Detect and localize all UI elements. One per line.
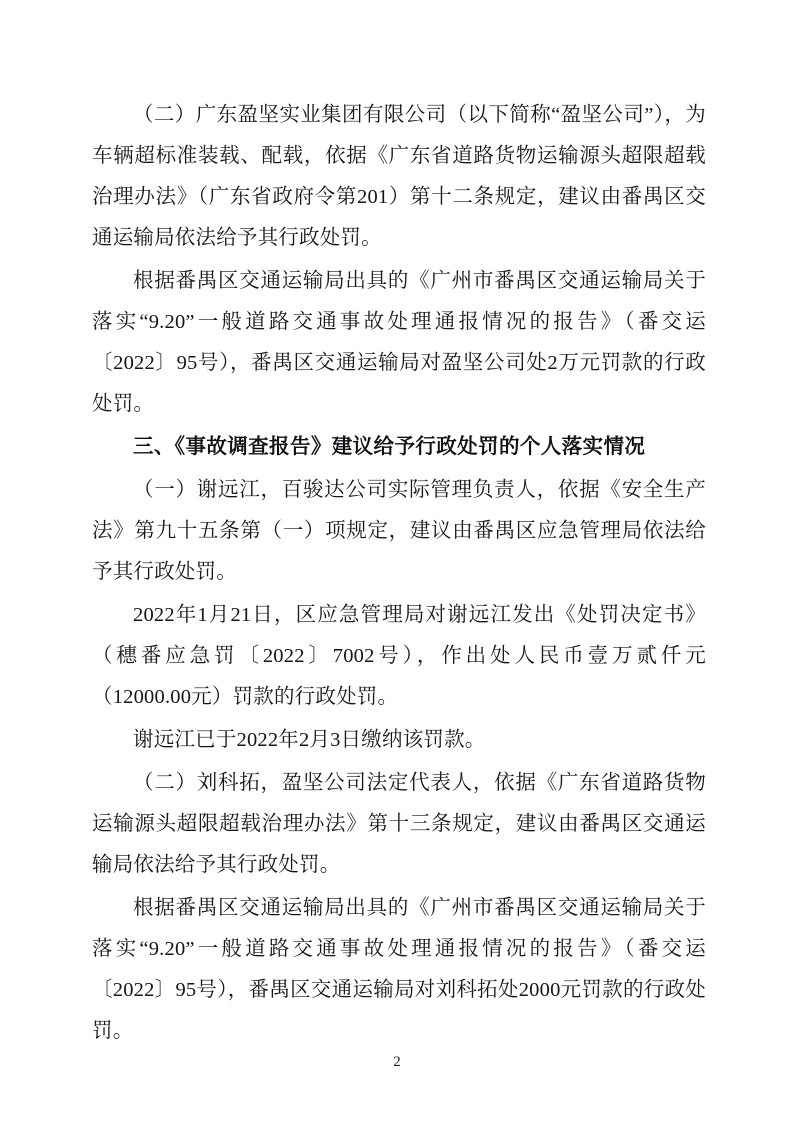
paragraph-person-xieyuanjiang-basis: （一）谢远江，百骏达公司实际管理负责人，依据《安全生产法》第九十五条第（一）项规定，建议由番禺区应急管理局依法给予其行政处罚。	[92, 479, 706, 583]
paragraph-person-liuketuo-basis: （二）刘科拓，盈坚公司法定代表人，依据《广东省道路货物运输源头超限超载治理办法》第十三条规定，建议由番禺区交通运输局依法给予其行政处罚。	[92, 772, 706, 876]
document-body	[92, 95, 706, 1052]
paragraph-person-xieyuanjiang-payment: 谢远江已于2022年2月3日缴纳该罚款。	[133, 729, 486, 751]
paragraph-company-yingjian-basis: （二）广东盈坚实业集团有限公司（以下简称“盈坚公司”），为车辆超标准装载、配载，依据《广东省道路货物运输源头超限超载治理办法》（广东省政府令第201）第十二条规定，建议由番禺区交通运输局依法给予其行政处罚。	[92, 104, 706, 249]
paragraph-person-liuketuo-penalty: 根据番禺区交通运输局出具的《广州市番禺区交通运输局关于落实“9.20”一般道路交通事故处理通报情况的报告》（番交运〔2022〕95号），番禺区交通运输局对刘科拓处2000元罚款的行政处罚。	[92, 897, 706, 1042]
page-number: 2	[393, 1054, 401, 1070]
section-heading-three: 三、《事故调查报告》建议给予行政处罚的个人落实情况	[133, 436, 646, 458]
paragraph-company-yingjian-penalty: 根据番禺区交通运输局出具的《广州市番禺区交通运输局关于落实“9.20”一般道路交通事故处理通报情况的报告》（番交运〔2022〕95号），番禺区交通运输局对盈坚公司处2万元罚款的行政处罚。	[92, 270, 706, 415]
paragraph-person-xieyuanjiang-decision: 2022年1月21日，区应急管理局对谢远江发出《处罚决定书》（穗番应急罚〔2022〕7002号），作出处人民币壹万贰仟元（12000.00元）罚款的行政处罚。	[92, 604, 706, 708]
